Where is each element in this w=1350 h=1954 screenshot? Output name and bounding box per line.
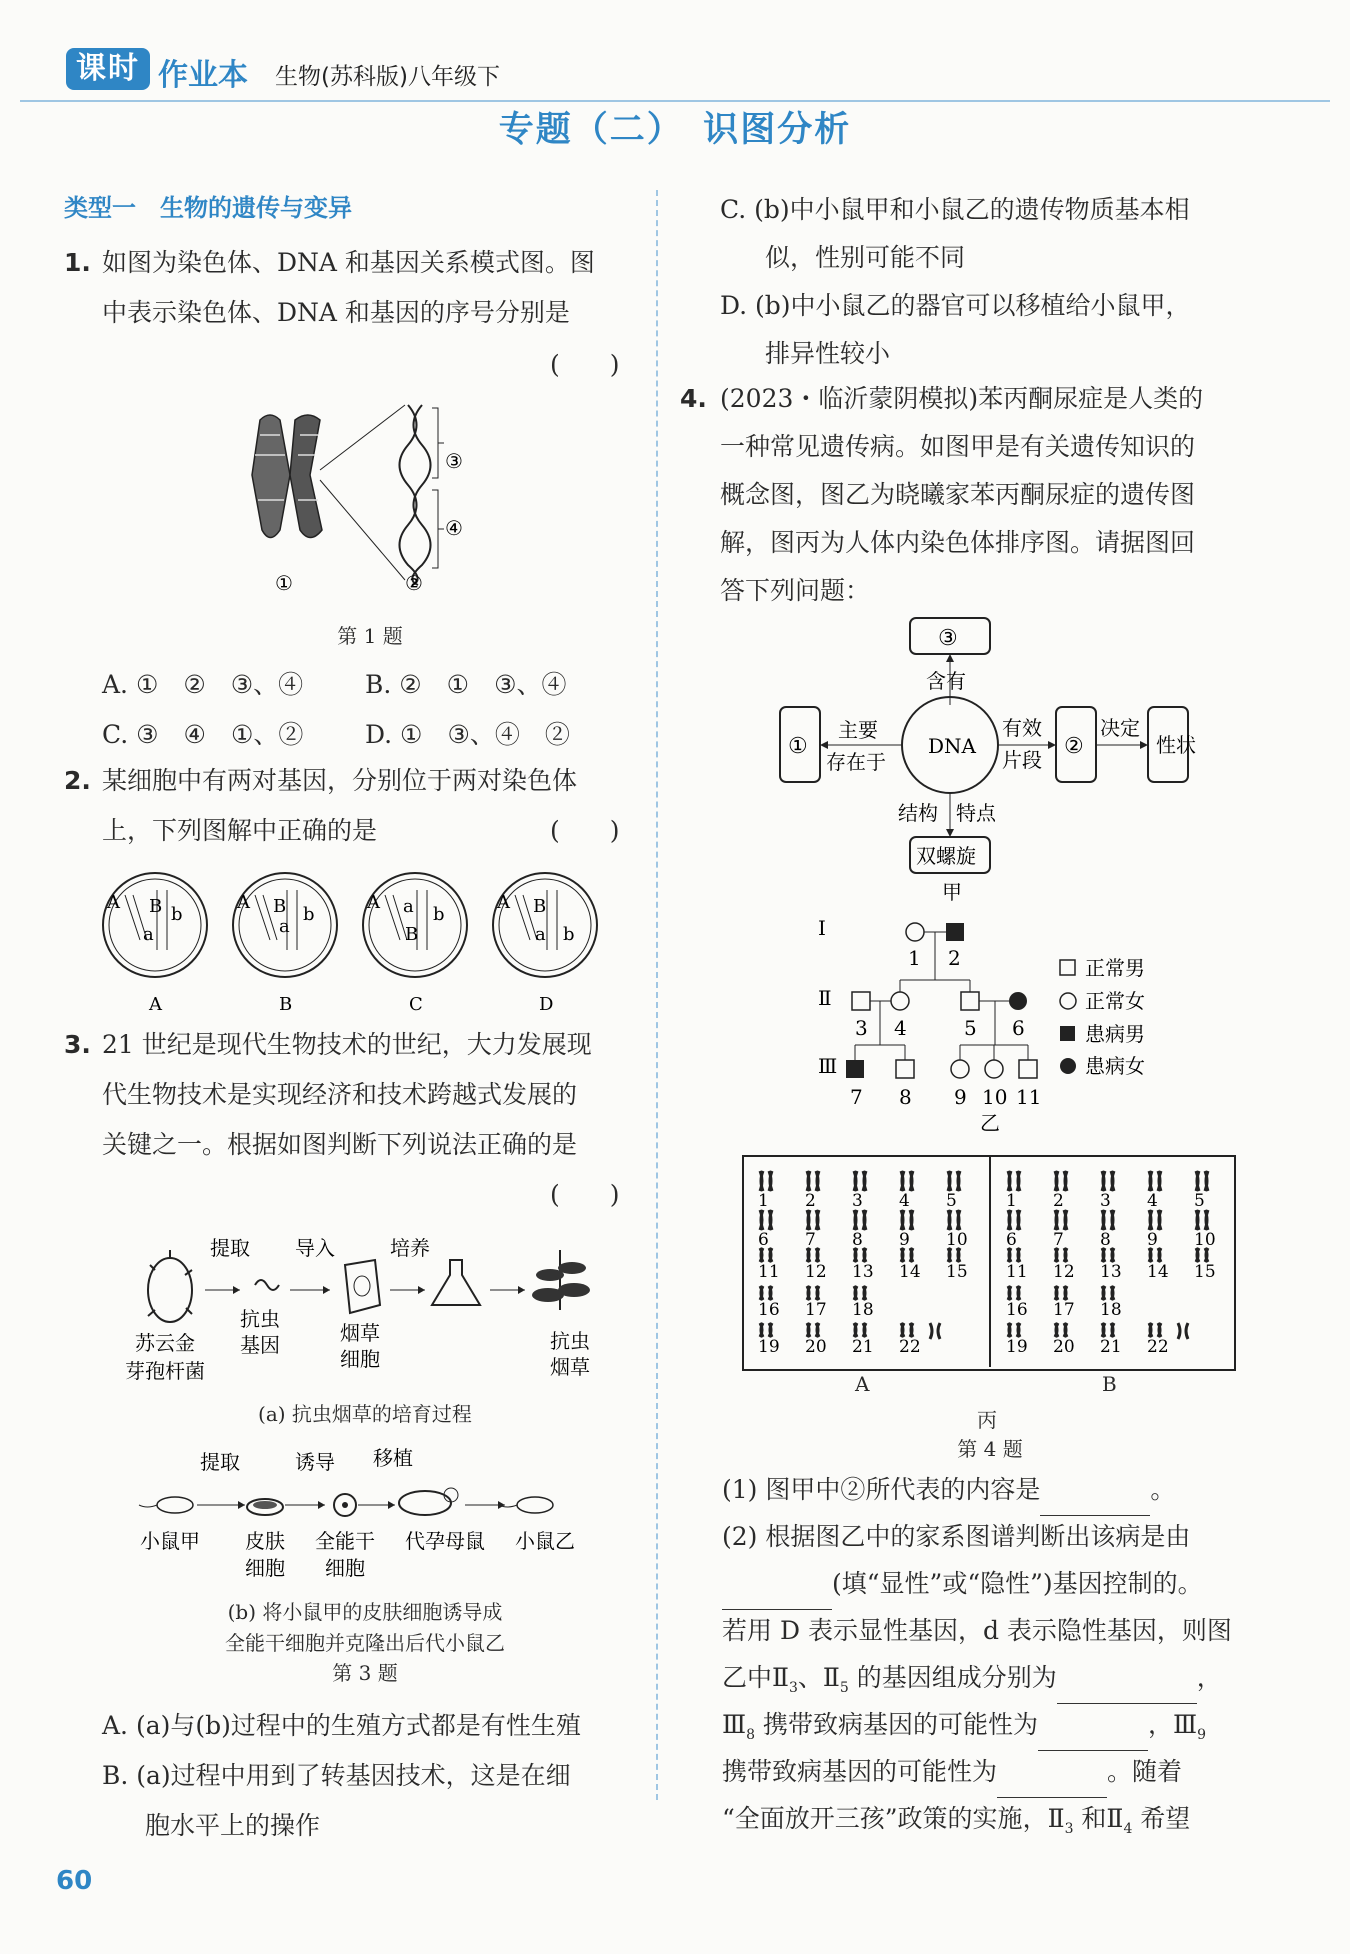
cell-d [493,873,597,1015]
q4-pedigree-chart [810,915,1190,1140]
svg-text:双螺旋: 双螺旋 [916,844,976,868]
svg-text:a: a [143,924,154,945]
chromosome-pair-19 [758,1323,780,1357]
q4-text-line5: 答下列问题： [720,576,871,605]
chromosome-pair-22 [1147,1323,1169,1357]
q4-text-line2: 一种常见遗传病。如图甲是有关遗传知识的 [720,432,1196,461]
q4-concept-map [770,615,1210,905]
chromosome-number: 15 [1194,1262,1216,1282]
chromosome-pair-7 [1053,1210,1067,1250]
chromosome-number: 2 [805,1191,816,1211]
svg-text:b: b [171,904,183,925]
karyotype-label-b: B [1102,1372,1117,1396]
q4-blank-4[interactable] [1038,1700,1148,1751]
svg-text:主要: 主要 [838,718,878,742]
label-1: ① [275,571,293,595]
svg-text:b: b [563,924,575,945]
chromosome-number: 21 [1100,1337,1122,1357]
svg-text:A: A [107,892,120,913]
chromosome-number: 4 [899,1191,910,1211]
svg-text:7: 7 [850,1085,863,1109]
svg-text:基因: 基因 [240,1333,280,1357]
chromosome-number: 4 [1147,1191,1158,1211]
svg-text:b: b [433,904,445,925]
svg-text:患病女: 患病女 [1085,1054,1145,1078]
chromosome-pair-10 [1194,1210,1216,1250]
q1-text-line1: 如图为染色体、DNA 和基因关系模式图。图 [102,248,595,277]
chromosome-pair-5 [946,1171,960,1211]
chromosome-number: 5 [946,1191,957,1211]
chromosome-pair-19 [1006,1323,1028,1357]
chromosome-number: 19 [758,1337,780,1357]
cell-b [233,873,337,1015]
chromosome-pair-9 [1147,1210,1161,1250]
chromosome-number: 9 [1147,1230,1158,1250]
label-3: ③ [445,449,463,473]
chromosome-number: 7 [805,1230,816,1250]
chromosome-number: 12 [1053,1262,1075,1282]
chromosome-drawing [252,415,322,538]
page-number: 60 [56,1866,93,1896]
svg-text:10: 10 [982,1085,1008,1109]
q4-caption: 第 4 题 [957,1437,1023,1461]
svg-text:细胞: 细胞 [325,1556,365,1580]
chromosome-pair-5 [1194,1171,1208,1211]
chromosome-pair-2 [1053,1171,1067,1211]
svg-text:抗虫: 抗虫 [240,1307,280,1331]
sex-chromosomes [1178,1323,1188,1339]
chromosome-pair-1 [758,1171,772,1211]
svg-text:B: B [273,896,287,917]
chromosome-number: 22 [1147,1337,1169,1357]
chromosome-number: 15 [946,1262,968,1282]
chromosome-pair-10 [946,1210,968,1250]
chromosome-number: 22 [899,1337,921,1357]
chromosome-pair-2 [805,1171,819,1211]
q4-blank-3[interactable] [1057,1653,1197,1704]
chromosome-pair-17 [1053,1286,1075,1320]
chromosome-number: 3 [1100,1191,1111,1211]
q2-cell-diagrams [95,870,615,1020]
svg-text:正常女: 正常女 [1085,989,1145,1013]
q4-part2-line3: 若用 D 表示显性基因，d 表示隐性基因，则图 [722,1616,1232,1645]
label-4: ④ [445,516,463,540]
chromosome-pair-13 [852,1248,874,1282]
svg-text:皮肤: 皮肤 [245,1529,285,1553]
svg-text:患病男: 患病男 [1085,1022,1145,1046]
svg-text:提取: 提取 [210,1236,250,1260]
svg-text:3: 3 [855,1016,868,1040]
chromosome-number: 10 [1194,1230,1216,1250]
chromosome-pair-4 [1147,1171,1161,1211]
chromosome-number: 5 [1194,1191,1205,1211]
chromosome-number: 11 [758,1262,780,1282]
chromosome-number: 7 [1053,1230,1064,1250]
q4-text-line1: (2023・临沂蒙阴模拟)苯丙酮尿症是人类的 [720,384,1204,413]
svg-text:4: 4 [894,1016,907,1040]
q2-number: 2. [64,766,91,795]
logo: 课时 [66,48,150,90]
chromosome-number: 8 [852,1230,863,1250]
chromosome-pair-22 [899,1323,921,1357]
svg-text:D: D [539,994,554,1015]
column-divider [656,190,658,1800]
tobacco-cell-icon [345,1260,380,1313]
svg-text:正常男: 正常男 [1085,956,1145,980]
mouse-b-icon [499,1497,553,1513]
svg-text:6: 6 [1012,1016,1025,1040]
chromosome-pair-16 [758,1286,780,1320]
karyotype-a [758,1171,968,1357]
chromosome-pair-9 [899,1210,913,1250]
dna-helix [400,405,431,585]
chromosome-number: 14 [1147,1262,1169,1282]
book-title: 生物(苏科版)八年级下 [275,64,500,90]
cell-a [103,873,207,1015]
q3-answer-paren: ( ) [550,1180,620,1209]
svg-text:烟草: 烟草 [550,1355,590,1379]
chromosome-number: 20 [805,1337,827,1357]
svg-text:A: A [367,892,380,913]
q3-number: 3. [64,1030,91,1059]
q1-option-d[interactable]: D. ① ③、④ ② [365,720,570,749]
gene-icon [255,1280,279,1290]
svg-text:决定: 决定 [1100,716,1140,740]
q3-text-line1: 21 世纪是现代生物技术的世纪，大力发展现 [102,1030,592,1059]
petri-dish-icon [247,1499,283,1515]
svg-text:A: A [497,892,510,913]
svg-text:11: 11 [1016,1085,1042,1109]
q3-text-line2: 代生物技术是实现经济和技术跨越式发展的 [102,1080,578,1109]
flask-icon [432,1260,480,1305]
svg-text:5: 5 [964,1016,977,1040]
q1-caption: 第 1 题 [337,624,403,648]
chromosome-pair-8 [852,1210,866,1250]
chromosome-pair-18 [1100,1286,1122,1320]
chromosome-pair-3 [852,1171,866,1211]
chromosome-pair-21 [852,1323,874,1357]
q3a-caption: (a) 抗虫烟草的培育过程 [258,1402,472,1426]
q4-part2-line1: (2) 根据图乙中的家系图谱判断出该病是由 [722,1522,1191,1551]
q4-number: 4. [680,384,707,413]
svg-text:诱导: 诱导 [295,1450,335,1474]
svg-text:培养: 培养 [390,1236,430,1260]
q4-blank-1[interactable] [1040,1465,1150,1516]
q4-blank-5[interactable] [997,1747,1107,1798]
svg-text:Ⅱ: Ⅱ [818,986,832,1010]
svg-text:9: 9 [954,1085,967,1109]
q3-option-b-line2: 胞水平上的操作 [145,1811,321,1840]
svg-text:提取: 提取 [200,1450,240,1474]
svg-text:甲: 甲 [942,880,962,904]
chromosome-pair-3 [1100,1171,1114,1211]
label-2: ② [405,571,423,595]
chromosome-number: 13 [1100,1262,1122,1282]
q4-blank-2[interactable] [722,1559,832,1610]
chromosome-number: 3 [852,1191,863,1211]
chromosome-number: 13 [852,1262,874,1282]
q1-option-c[interactable]: C. ③ ④ ①、② [102,720,304,749]
q4-part2-line6: 携带致病基因的可能性为 。随着 [722,1747,1182,1798]
q3-option-a[interactable]: A. (a)与(b)过程中的生殖方式都是有性生殖 [102,1711,581,1740]
svg-text:1: 1 [908,946,921,970]
svg-text:b: b [303,904,315,925]
chromosome-pair-13 [1100,1248,1122,1282]
svg-text:a: a [279,916,290,937]
chromosome-pair-8 [1100,1210,1114,1250]
q3-option-d-line1[interactable]: D. (b)中小鼠乙的器官可以移植给小鼠甲， [720,291,1191,320]
chromosome-pair-20 [805,1323,827,1357]
svg-text:代孕母鼠: 代孕母鼠 [405,1529,485,1553]
chromosome-pair-14 [1147,1248,1169,1282]
tobacco-plant-icon [532,1250,590,1310]
q4-part2-line5: $Ⅲ_8$ 携带致病基因的可能性为 ，$Ⅲ_9$ [722,1700,1206,1760]
svg-text:片段: 片段 [1002,748,1042,772]
chromosome-pair-6 [1006,1210,1020,1250]
q1-answer-paren: ( ) [550,350,620,379]
brand-name: 作业本 [158,58,248,93]
svg-text:芽孢杆菌: 芽孢杆菌 [125,1359,205,1383]
chromosome-number: 11 [1006,1262,1028,1282]
chromosome-pair-11 [758,1248,780,1282]
svg-text:DNA: DNA [928,734,976,758]
q1-text-line2: 中表示染色体、DNA 和基因的序号分别是 [102,298,570,327]
chromosome-pair-7 [805,1210,819,1250]
chromosome-pair-16 [1006,1286,1028,1320]
chromosome-number: 8 [1100,1230,1111,1250]
chromosome-number: 10 [946,1230,968,1250]
q2-text-line1: 某细胞中有两对基因，分别位于两对染色体 [102,766,578,795]
q3-option-d-line2: 排异性较小 [765,339,891,368]
q1-number: 1. [64,248,91,277]
svg-text:A: A [237,892,250,913]
svg-text:有效: 有效 [1002,716,1042,740]
q3b-process-diagram [135,1445,615,1595]
chromosome-number: 19 [1006,1337,1028,1357]
stem-cell-icon [334,1494,356,1516]
svg-text:抗虫: 抗虫 [550,1329,590,1353]
chromosome-number: 18 [852,1300,874,1320]
svg-text:①: ① [788,734,808,759]
svg-text:8: 8 [899,1085,912,1109]
svg-text:烟草: 烟草 [340,1321,380,1345]
chromosome-pair-20 [1053,1323,1075,1357]
q1-option-a[interactable]: A. ① ② ③、④ [102,670,304,699]
chromosome-pair-17 [805,1286,827,1320]
page-title: 专题（二） 识图分析 [498,110,852,150]
svg-text:性状: 性状 [1156,733,1196,757]
q4-part1: (1) 图甲中②所代表的内容是 。 [722,1465,1175,1516]
chromosome-pair-11 [1006,1248,1028,1282]
cell-c [363,873,467,1015]
chromosome-number: 18 [1100,1300,1122,1320]
svg-text:细胞: 细胞 [340,1347,380,1371]
chromosome-pair-4 [899,1171,913,1211]
svg-text:2: 2 [948,946,961,970]
svg-text:移植: 移植 [373,1446,413,1470]
q1-chromosome-figure [240,400,500,610]
q2-answer-paren: ( ) [550,816,620,845]
q4-part2-line2: (填“显性”或“隐性”)基因控制的。 [722,1559,1203,1610]
q4-text-line4: 解，图丙为人体内染色体排序图。请据图回 [720,528,1196,557]
q1-option-b[interactable]: B. ② ① ③、④ [365,670,567,699]
chromosome-number: 9 [899,1230,910,1250]
svg-text:a: a [535,924,546,945]
karyotype-b [1006,1171,1216,1357]
svg-text:乙: 乙 [980,1111,1000,1135]
svg-text:B: B [279,994,293,1015]
chromosome-number: 12 [805,1262,827,1282]
svg-text:A: A [149,994,162,1015]
svg-text:全能干: 全能干 [315,1529,375,1553]
svg-text:③: ③ [938,626,958,651]
q2-text-line2: 上，下列图解中正确的是 [102,816,378,845]
q3b-caption2: 全能干细胞并克隆出后代小鼠乙 [225,1631,505,1655]
svg-text:Ⅲ: Ⅲ [818,1054,838,1078]
q4-karyotype-figure [740,1153,1240,1388]
chromosome-number: 17 [1053,1300,1075,1320]
chromosome-number: 21 [852,1337,874,1357]
svg-text:a: a [403,896,414,917]
chromosome-pair-21 [1100,1323,1122,1357]
svg-text:细胞: 细胞 [245,1556,285,1580]
svg-text:B: B [405,924,419,945]
svg-text:Ⅰ: Ⅰ [818,916,826,940]
chromosome-number: 16 [758,1300,780,1320]
svg-text:含有: 含有 [926,669,966,693]
chromosome-number: 17 [805,1300,827,1320]
chromosome-pair-15 [1194,1248,1216,1282]
svg-text:苏云金: 苏云金 [135,1331,195,1355]
svg-text:小鼠乙: 小鼠乙 [515,1529,575,1553]
chromosome-pair-6 [758,1210,772,1250]
pedigree-legend [1060,956,1145,1078]
svg-text:特点: 特点 [956,801,996,825]
chromosome-pair-12 [805,1248,827,1282]
bacterium-icon [148,1250,192,1322]
svg-text:导入: 导入 [295,1236,335,1260]
chromosome-pair-12 [1053,1248,1075,1282]
svg-text:存在于: 存在于 [826,750,886,774]
svg-text:结构: 结构 [898,801,938,825]
chromosome-number: 6 [758,1230,769,1250]
chromosome-number: 1 [1006,1191,1017,1211]
chromosome-number: 1 [758,1191,769,1211]
q3a-process-diagram [120,1230,620,1410]
svg-text:B: B [149,896,163,917]
svg-text:小鼠甲: 小鼠甲 [140,1529,200,1553]
svg-text:B: B [533,896,547,917]
surrogate-mouse-icon [399,1488,458,1515]
q4-part2-line7: “全面放开三孩”政策的实施，$Ⅱ_3$ 和$Ⅱ_4$ 希望 [722,1804,1191,1837]
q3-option-b-line1[interactable]: B. (a)过程中用到了转基因技术，这是在细 [102,1761,571,1790]
karyotype-figure-label: 丙 [977,1408,997,1432]
q3-caption: 第 3 题 [332,1661,398,1685]
chromosome-pair-18 [852,1286,874,1320]
sex-chromosomes [930,1323,940,1339]
chromosome-pair-15 [946,1248,968,1282]
svg-text:②: ② [1064,734,1084,759]
chromosome-pair-1 [1006,1171,1020,1211]
chromosome-number: 16 [1006,1300,1028,1320]
chromosome-number: 6 [1006,1230,1017,1250]
chromosome-number: 14 [899,1262,921,1282]
chromosome-pair-14 [899,1248,921,1282]
q3-option-c-line1[interactable]: C. (b)中小鼠甲和小鼠乙的遗传物质基本相 [720,195,1190,224]
chromosome-number: 20 [1053,1337,1075,1357]
section-heading: 类型一 生物的遗传与变异 [64,194,352,222]
mouse-icon [139,1497,193,1513]
svg-text:C: C [409,994,423,1015]
q3b-caption1: (b) 将小鼠甲的皮肤细胞诱导成 [227,1600,503,1624]
q3-option-c-line2: 似，性别可能不同 [765,243,966,272]
chromosome-number: 2 [1053,1191,1064,1211]
q4-part2-line4: 乙中$Ⅱ_3$、$Ⅱ_5$ 的基因组成分别为 ， [722,1653,1222,1713]
q3-text-line3: 关键之一。根据如图判断下列说法正确的是 [102,1130,578,1159]
karyotype-label-a: A [855,1372,870,1396]
q4-text-line3: 概念图，图乙为晓曦家苯丙酮尿症的遗传图 [720,480,1196,509]
